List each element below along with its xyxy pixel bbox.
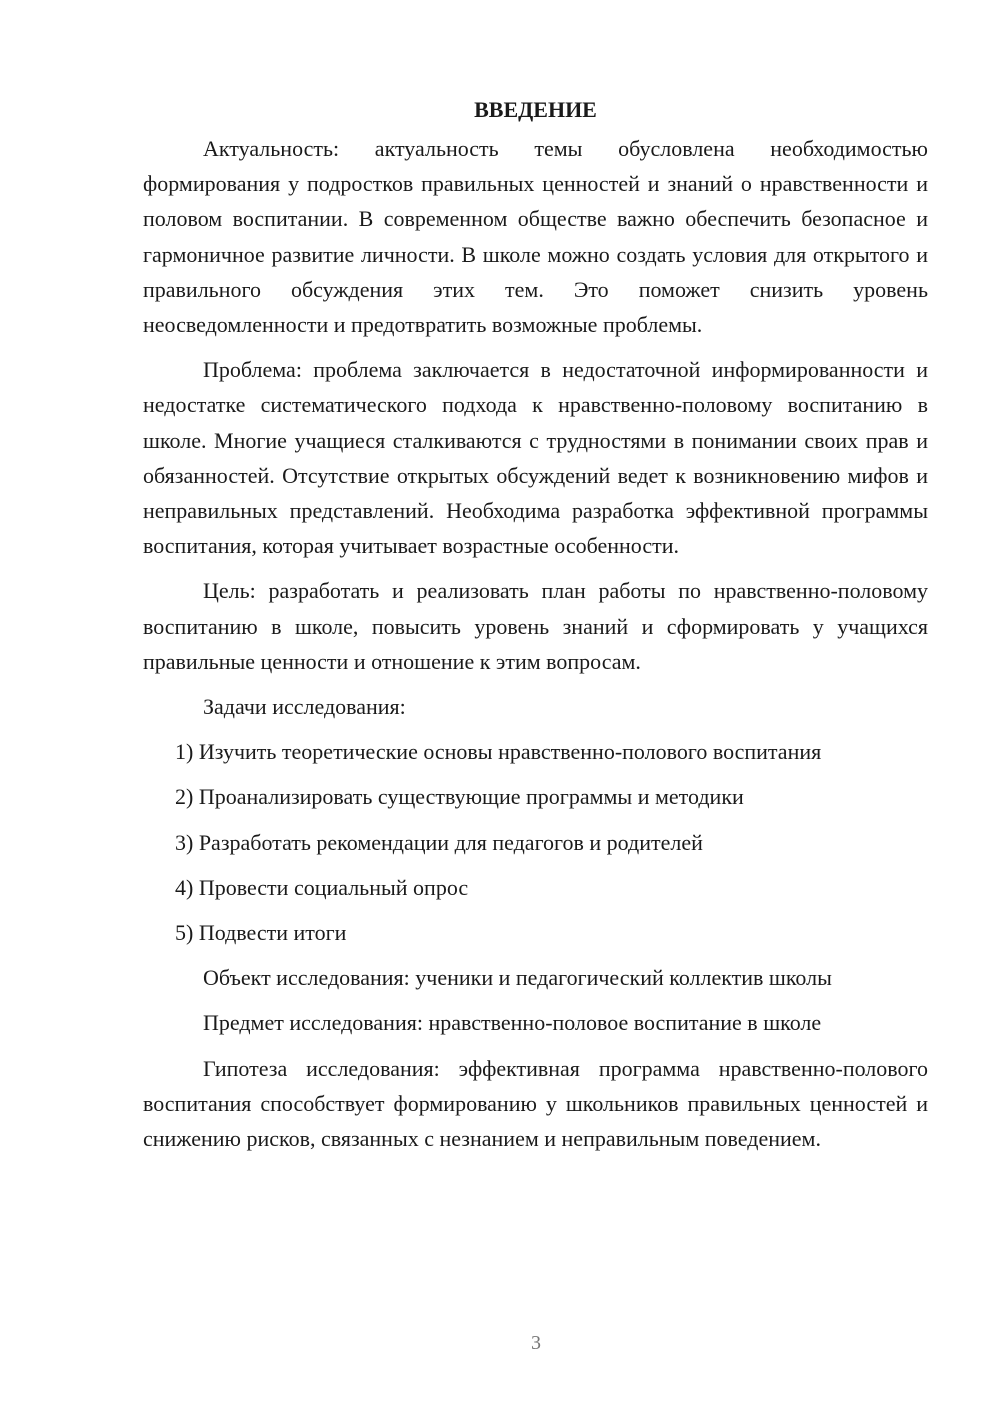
task-item: 2) Проанализировать существующие программы и методики bbox=[175, 784, 744, 810]
task-item: 1) Изучить теоретические основы нравственно-полового воспитания bbox=[175, 739, 822, 765]
page-number: 3 bbox=[531, 1332, 541, 1354]
tasks-intro: Задачи исследования: bbox=[203, 694, 406, 720]
page-content bbox=[143, 92, 928, 1166]
goal-paragraph: Цель: разработать и реализовать план работы по нравственно-половому воспитанию в школе, повысить уровень знаний и сформировать у учащихся правильные ценности и отношение к этим вопросам. bbox=[143, 578, 928, 674]
section-heading: ВВЕДЕНИЕ bbox=[474, 97, 597, 122]
task-item: 4) Провести социальный опрос bbox=[175, 874, 469, 900]
task-item: 3) Разработать рекомендации для педагогов и родителей bbox=[175, 829, 703, 855]
relevance-paragraph: Актуальность: актуальность темы обусловлена необходимостью формирования у подростков правильных ценностей и знаний о нравственности и половом воспитании. В современном обществе важно обеспечить безопасное и гармоничное развитие личности. В школе можно создать условия для открытого и правильного обсуждения этих тем. Это поможет снизить уровень неосведомленности и предотвратить возможные проблемы. bbox=[143, 136, 928, 338]
task-item: 5) Подвести итоги bbox=[175, 920, 347, 946]
subject-paragraph: Предмет исследования: нравственно-половое воспитание в школе bbox=[203, 1010, 822, 1036]
object-paragraph: Объект исследования: ученики и педагогический коллектив школы bbox=[203, 965, 832, 991]
hypothesis-paragraph: Гипотеза исследования: эффективная программа нравственно-полового воспитания способствует формированию у школьников правильных ценностей и снижению рисков, связанных с незнанием и неправильным поведением. bbox=[143, 1055, 928, 1152]
problem-paragraph: Проблема: проблема заключается в недостаточной информированности и недостатке систематического подхода к нравственно-половому воспитанию в школе. Многие учащиеся сталкиваются с трудностями в понимании своих прав и обязанностей. Отсутствие открытых обсуждений ведет к возникновению мифов и неправильных представлений. Необходима разработка эффективной программы воспитания, которая учитывает возрастные особенности. bbox=[143, 357, 928, 559]
tasks-list bbox=[143, 734, 928, 950]
